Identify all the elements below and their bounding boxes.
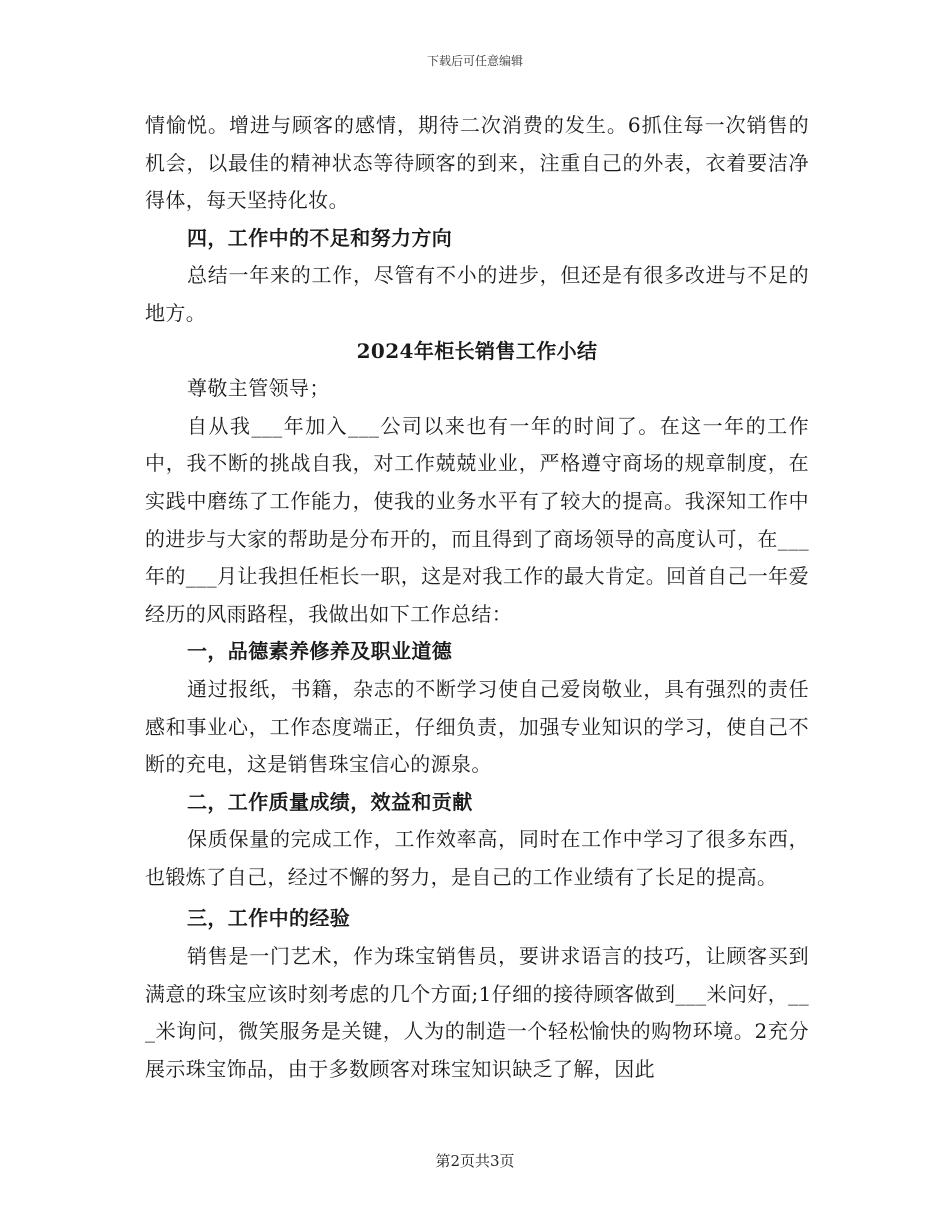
section-heading-1: 一，品德素养修养及职业道德 <box>187 639 453 664</box>
document-title: 2024年柜长销售工作小结 <box>356 338 598 363</box>
paragraph-continuation: 情愉悦。增进与顾客的感情，期待二次消费的发生。6抓住每一次销售的机会，以最佳的精神状态等待顾客的到来，注重自己的外表，衣着要洁净得体，每天坚持化妆。 <box>145 113 809 213</box>
paragraph-intro: 自从我___年加入___公司以来也有一年的时间了。在这一年的工作中，我不断的挑战自我，对工作兢兢业业，严格遵守商场的规章制度，在实践中磨练了工作能力，使我的业务水平有了较大的提高。我深知工作中的进步与大家的帮助是分布开的，而且得到了商场领导的高度认可，在___年的___月让我担任柜长一职，这是对我工作的最大肯定。回首自己一年爱经历的风雨路程，我做出如下工作总结： <box>145 413 809 626</box>
section-heading-4: 四，工作中的不足和努力方向 <box>187 225 453 250</box>
header-note: 下载后可任意编辑 <box>426 54 523 68</box>
document-body <box>145 107 809 1088</box>
paragraph-quality: 保质保量的完成工作，工作效率高，同时在工作中学习了很多东西，也锻炼了自己，经过不懈的努力，是自己的工作业绩有了长足的提高。 <box>145 827 809 889</box>
paragraph-summary: 总结一年来的工作，尽管有不小的进步，但还是有很多改进与不足的地方。 <box>145 263 809 325</box>
section-heading-2: 二，工作质量成绩，效益和贡献 <box>187 789 473 814</box>
paragraph-experience: 销售是一门艺术，作为珠宝销售员，要讲求语言的技巧，让顾客买到满意的珠宝应该时刻考虑的几个方面;1仔细的接待顾客做到___米问好，___米询问，微笑服务是关键，人为的制造一个轻松愉快的购物环境。2充分展示珠宝饰品，由于多数顾客对珠宝知识缺乏了解，因此 <box>145 944 809 1081</box>
section-heading-3: 三，工作中的经验 <box>187 906 351 931</box>
salutation: 尊敬主管领导； <box>187 376 330 401</box>
page-number: 第2页共3页 <box>435 1152 515 1170</box>
paragraph-ethics: 通过报纸，书籍，杂志的不断学习使自己爱岗敬业，具有强烈的责任感和事业心，工作态度端正，仔细负责，加强专业知识的学习，使自己不断的充电，这是销售珠宝信心的源泉。 <box>145 676 809 777</box>
